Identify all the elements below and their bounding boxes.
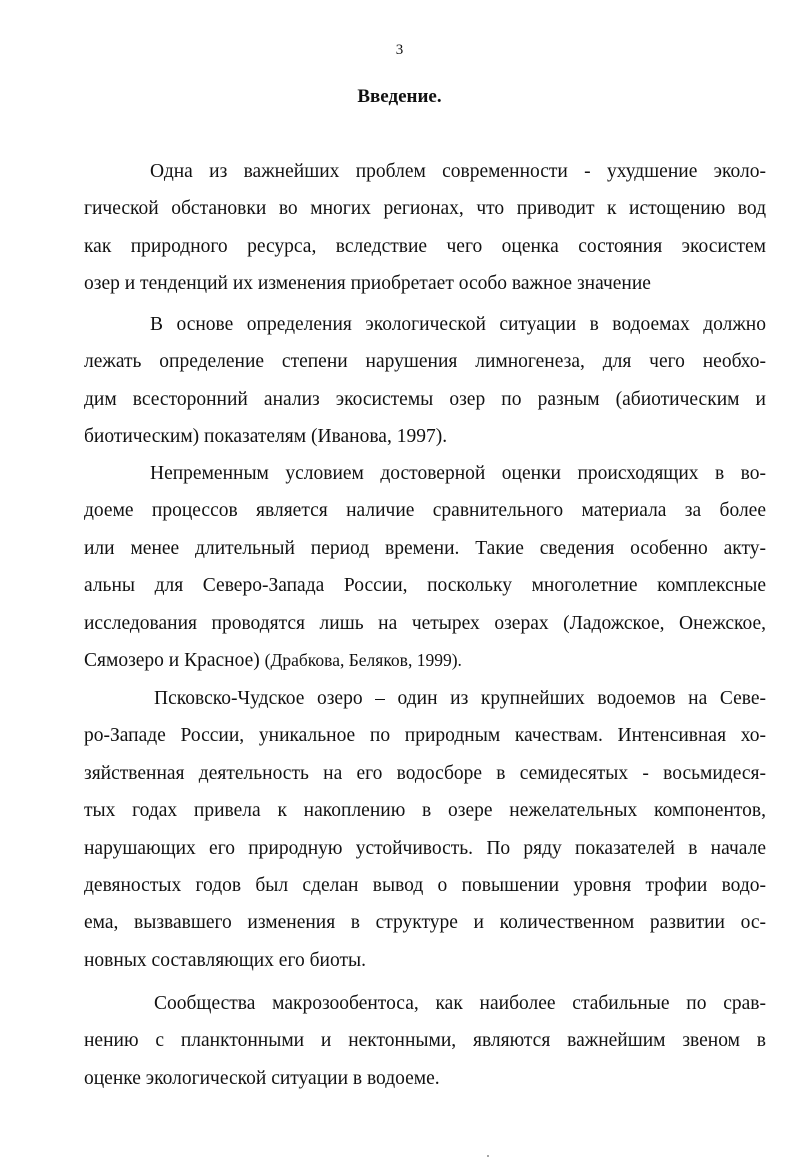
text-line: зяйственная деятельность на его водосборе в семидесятых - восьмидеся- — [84, 762, 766, 784]
text-line: Псковско-Чудское озеро – один из крупнейших водоемов на Севе- — [154, 688, 766, 709]
text-line: оценке экологической ситуации в водоеме. — [84, 1067, 440, 1089]
text-line: дим всесторонний анализ экосистемы озер по разным (абиотическим и — [84, 388, 766, 410]
text-line: нарушающих его природную устойчивость. По ряду показателей в начале — [84, 837, 766, 859]
text-line: Непременным условием достоверной оценки происходящих в во- — [150, 463, 766, 484]
page-number: 3 — [395, 42, 404, 58]
text-line: В основе определения экологической ситуации в водоемах должно — [150, 314, 766, 335]
paragraph-1 — [84, 153, 766, 303]
text-line: озер и тенденций их изменения приобретает особо важное значение — [84, 273, 651, 295]
paragraph-2 — [84, 306, 766, 456]
text-line: биотическим) показателям (Иванова, 1997). — [84, 426, 448, 448]
text-line: тых годах привела к накоплению в озере нежелательных компонентов, — [84, 800, 766, 822]
text-line — [84, 642, 766, 679]
text-line: гической обстановки во многих регионах, что приводит к истощению вод — [84, 198, 766, 220]
text-line: лежать определение степени нарушения лимногенеза, для чего необхо- — [84, 351, 766, 373]
text-fragment: Сямозеро и Красное) — [84, 649, 260, 671]
text-line: нению с планктонными и нектонными, являются важнейшим звеном в — [84, 1030, 766, 1052]
text-line: альны для Северо-Запада России, поскольку многолетние комплексные — [84, 575, 766, 597]
scan-speck — [487, 1155, 489, 1157]
text-line: ро-Западе России, уникальное по природным качествам. Интенсивная хо- — [84, 725, 766, 747]
text-line: Одна из важнейших проблем современности - ухудшение эколо- — [150, 161, 766, 182]
text-line: как природного ресурса, вследствие чего оценка состояния экосистем — [84, 235, 766, 257]
paragraph-5 — [84, 985, 766, 1097]
text-line: Сообщества макрозообентоса, как наиболее стабильные по срав- — [154, 993, 766, 1014]
citation: (Драбкова, Беляков, 1999). — [264, 649, 462, 670]
text-line: исследования проводятся лишь на четырех озерах (Ладожское, Онежское, — [84, 612, 766, 634]
text-line: ема, вызвавшего изменения в структуре и количественном развитии ос- — [84, 912, 766, 934]
paragraph-3 — [84, 455, 766, 679]
text-line: новных составляющих его биоты. — [84, 949, 366, 971]
section-heading: Введение. — [357, 86, 442, 107]
text-line: или менее длительный период времени. Такие сведения особенно акту- — [84, 537, 766, 559]
paragraph-4 — [84, 680, 766, 979]
text-line: девяностых годов был сделан вывод о повышении уровня трофии водо- — [84, 874, 766, 896]
text-line: доеме процессов является наличие сравнительного материала за более — [84, 500, 766, 522]
